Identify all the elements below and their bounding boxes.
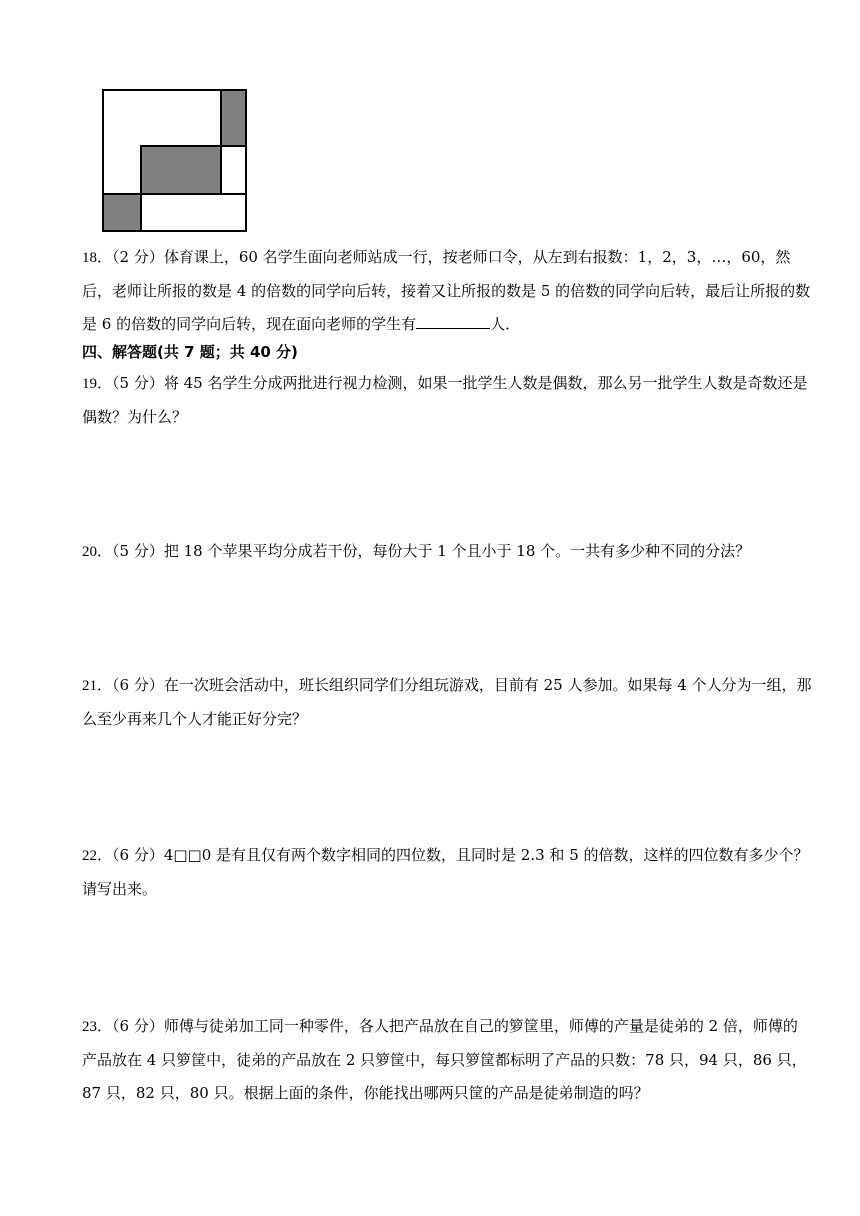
question-23: 23．（6 分）师傅与徒弟加工同一种零件，各人把产品放在自己的箩筐里，师傅的产量是徒弟的 2 倍，师傅的产品放在 4 只箩筐中，徒弟的产品放在 2 只箩筐中，每只箩筐都标明了产品的只数：78 只，94 只，86 只，87 只，82 只，80 只。根据上面的条件，你能找出哪两只筐的产品是徒弟制造的吗？	[82, 1017, 807, 1102]
question-score: （6 分）	[112, 676, 164, 694]
shaded-middle-rect	[141, 146, 221, 194]
question-21: 21．（6 分）在一次班会活动中，班长组织同学们分组玩游戏，目前有 25 人参加。如果每 4 个人分为一组，那么至少再来几个人才能正好分完？	[82, 676, 812, 728]
question-number: 23	[82, 1019, 97, 1035]
question-text-after-blank: 人．	[490, 315, 521, 333]
shaded-top-right-rect	[221, 90, 246, 146]
figure-svg	[101, 88, 249, 234]
question-score: （6 分）	[112, 846, 164, 864]
question-number: 19	[82, 376, 97, 392]
question-text: 体育课上，60 名学生面向老师站成一行，按老师口令，从左到右报数：1，2，3，…，60，然后，老师让所报的数是 4 的倍数的同学向后转，接着又让所报的数是 5 的倍数的同学向后转，最后让所报的数是 6 的倍数的同学向后转，现在面向老师的学生有	[82, 248, 811, 333]
question-number: 20	[82, 544, 97, 560]
answer-blank	[416, 311, 490, 329]
question-18: 18．（2 分）体育课上，60 名学生面向老师站成一行，按老师口令，从左到右报数：1，2，3，…，60，然后，老师让所报的数是 4 的倍数的同学向后转，接着又让所报的数是 5 的倍数的同学向后转，最后让所报的数是 6 的倍数的同学向后转，现在面向老师的学生有 人．	[82, 248, 811, 333]
question-text: 将 45 名学生分成两批进行视力检测，如果一批学生人数是偶数，那么另一批学生人数是奇数还是偶数？为什么？	[82, 374, 808, 426]
outline-lower-middle-rect	[141, 194, 246, 231]
question-text: 把 18 个苹果平均分成若干份，每份大于 1 个且小于 18 个。一共有多少种不同的分法？	[163, 542, 751, 560]
question-number: 18	[82, 250, 97, 266]
question-19: 19．（5 分）将 45 名学生分成两批进行视力检测，如果一批学生人数是偶数，那么另一批学生人数是奇数还是偶数？为什么？	[82, 374, 808, 426]
question-20: 20．（5 分）把 18 个苹果平均分成若干份，每份大于 1 个且小于 18 个。一共有多少种不同的分法？	[82, 542, 751, 560]
question-text: 在一次班会活动中，班长组织同学们分组玩游戏，目前有 25 人参加。如果每 4 个人分为一组，那么至少再来几个人才能正好分完？	[82, 676, 812, 728]
question-text: 4□□0 是有且仅有两个数字相同的四位数，且同时是 2.3 和 5 的倍数，这样的四位数有多少个？请写出来。	[82, 846, 809, 898]
question-22: 22．（6 分）4□□0 是有且仅有两个数字相同的四位数，且同时是 2.3 和 5 的倍数，这样的四位数有多少个？请写出来。	[82, 846, 809, 898]
question-text: 师傅与徒弟加工同一种零件，各人把产品放在自己的箩筐里，师傅的产量是徒弟的 2 倍，师傅的产品放在 4 只箩筐中，徒弟的产品放在 2 只箩筐中，每只箩筐都标明了产品的只数：78 只，94 只，86 只，87 只，82 只，80 只。根据上面的条件，你能找出哪两只筐的产品是徒弟制造的吗？	[82, 1017, 807, 1102]
question-score: （5 分）	[112, 374, 164, 392]
outline-middle-right-rect	[221, 146, 246, 194]
question-number: 22	[82, 848, 97, 864]
question-score: （6 分）	[112, 1017, 164, 1035]
shaded-bottom-left-rect	[103, 194, 141, 231]
shaded-rectangles-figure	[101, 88, 249, 238]
question-score: （2 分）	[112, 248, 164, 266]
question-number: 21	[82, 678, 97, 694]
section-heading-four: 四、解答题(共 7 题；共 40 分)	[82, 343, 298, 361]
question-score: （5 分）	[112, 542, 164, 560]
